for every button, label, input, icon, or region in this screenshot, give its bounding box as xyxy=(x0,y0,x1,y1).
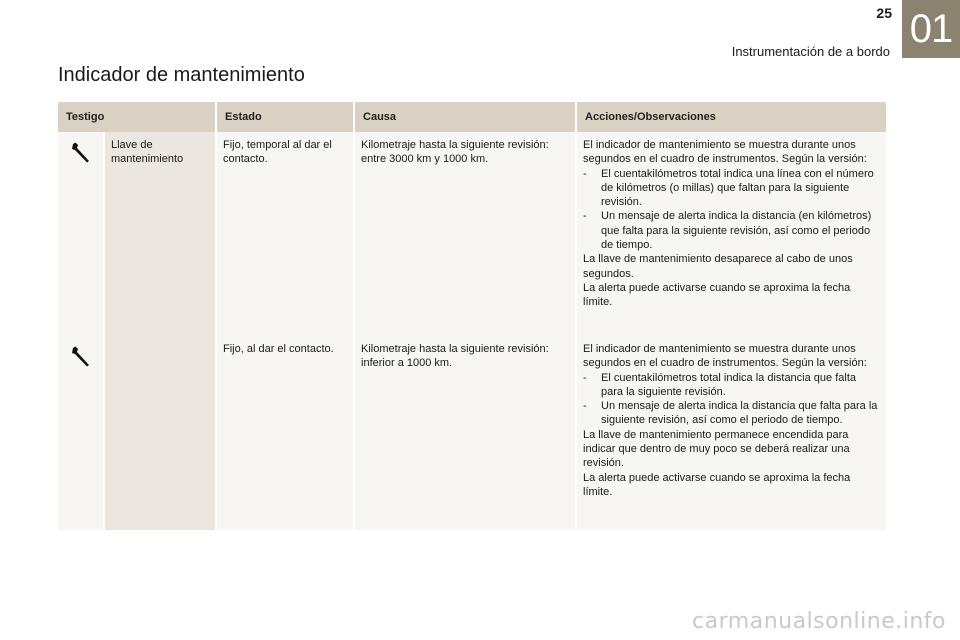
list-item xyxy=(583,167,880,210)
estado-cell xyxy=(216,336,354,530)
causa-cell xyxy=(354,132,576,336)
column-header-acciones: Acciones/Observaciones xyxy=(576,102,886,132)
bullet-dash: - xyxy=(583,167,587,180)
causa-text: Kilometraje hasta la siguiente revisión: entre 3000 km y 1000 km. xyxy=(361,139,549,166)
bullet-text: Un mensaje de alerta indica la distancia que falta para la siguiente revisión, así como el periodo de tiempo. xyxy=(601,400,878,427)
testigo-label: Llave de mantenimiento xyxy=(111,139,184,166)
acciones-note: La alerta puede activarse cuando se aproxima la fecha límite. xyxy=(583,471,851,498)
bullet-dash: - xyxy=(583,400,587,413)
acciones-note: La llave de mantenimiento permanece encendida para indicar que dentro de muy poco se deberá realizar una revisión. xyxy=(583,428,850,470)
testigo-icon-cell xyxy=(58,132,104,336)
acciones-cell xyxy=(576,132,886,336)
table-row xyxy=(58,132,886,336)
acciones-intro: El indicador de mantenimiento se muestra durante unos segundos en el cuadro de instrumentos. Según la versión: xyxy=(583,139,867,166)
section-title: Instrumentación de a bordo xyxy=(731,44,890,59)
causa-text: Kilometraje hasta la siguiente revisión: inferior a 1000 km. xyxy=(361,343,549,370)
list-item xyxy=(583,399,880,428)
estado-cell xyxy=(216,132,354,336)
acciones-note: La llave de mantenimiento desaparece al cabo de unos segundos. xyxy=(583,253,853,280)
bullet-text: Un mensaje de alerta indica la distancia (en kilómetros) que falta para la siguiente revisión, así como el periodo de tiempo. xyxy=(601,210,872,252)
wrench-icon xyxy=(69,140,93,164)
causa-cell xyxy=(354,336,576,530)
column-header-estado: Estado xyxy=(216,102,354,132)
acciones-note: La alerta puede activarse cuando se aproxima la fecha límite. xyxy=(583,281,851,309)
bullet-dash: - xyxy=(583,371,587,384)
page-heading: Indicador de mantenimiento xyxy=(58,64,305,86)
wrench-icon xyxy=(69,344,93,368)
testigo-icon-cell xyxy=(58,336,104,530)
estado-text: Fijo, al dar el contacto. xyxy=(223,343,334,355)
bullet-dash: - xyxy=(583,210,587,223)
maintenance-table xyxy=(58,102,886,530)
watermark: carmanualsonline.info xyxy=(692,609,946,634)
page-number: 25 xyxy=(876,5,892,21)
column-header-causa: Causa xyxy=(354,102,576,132)
chapter-tab: 01 xyxy=(902,0,960,58)
table-header-row xyxy=(58,102,886,132)
list-item xyxy=(583,371,880,400)
testigo-label-cell xyxy=(104,132,216,530)
list-item xyxy=(583,209,880,252)
bullet-text: El cuentakilómetros total indica una línea con el número de kilómetros (o millas) que faltan para la siguiente revisión. xyxy=(601,167,874,209)
acciones-intro: El indicador de mantenimiento se muestra durante unos segundos en el cuadro de instrumentos. Según la versión: xyxy=(583,343,867,370)
acciones-cell xyxy=(576,336,886,530)
bullet-text: El cuentakilómetros total indica la distancia que falta para la siguiente revisión. xyxy=(601,371,856,398)
column-header-testigo: Testigo xyxy=(58,102,216,132)
estado-text: Fijo, temporal al dar el contacto. xyxy=(223,139,332,166)
